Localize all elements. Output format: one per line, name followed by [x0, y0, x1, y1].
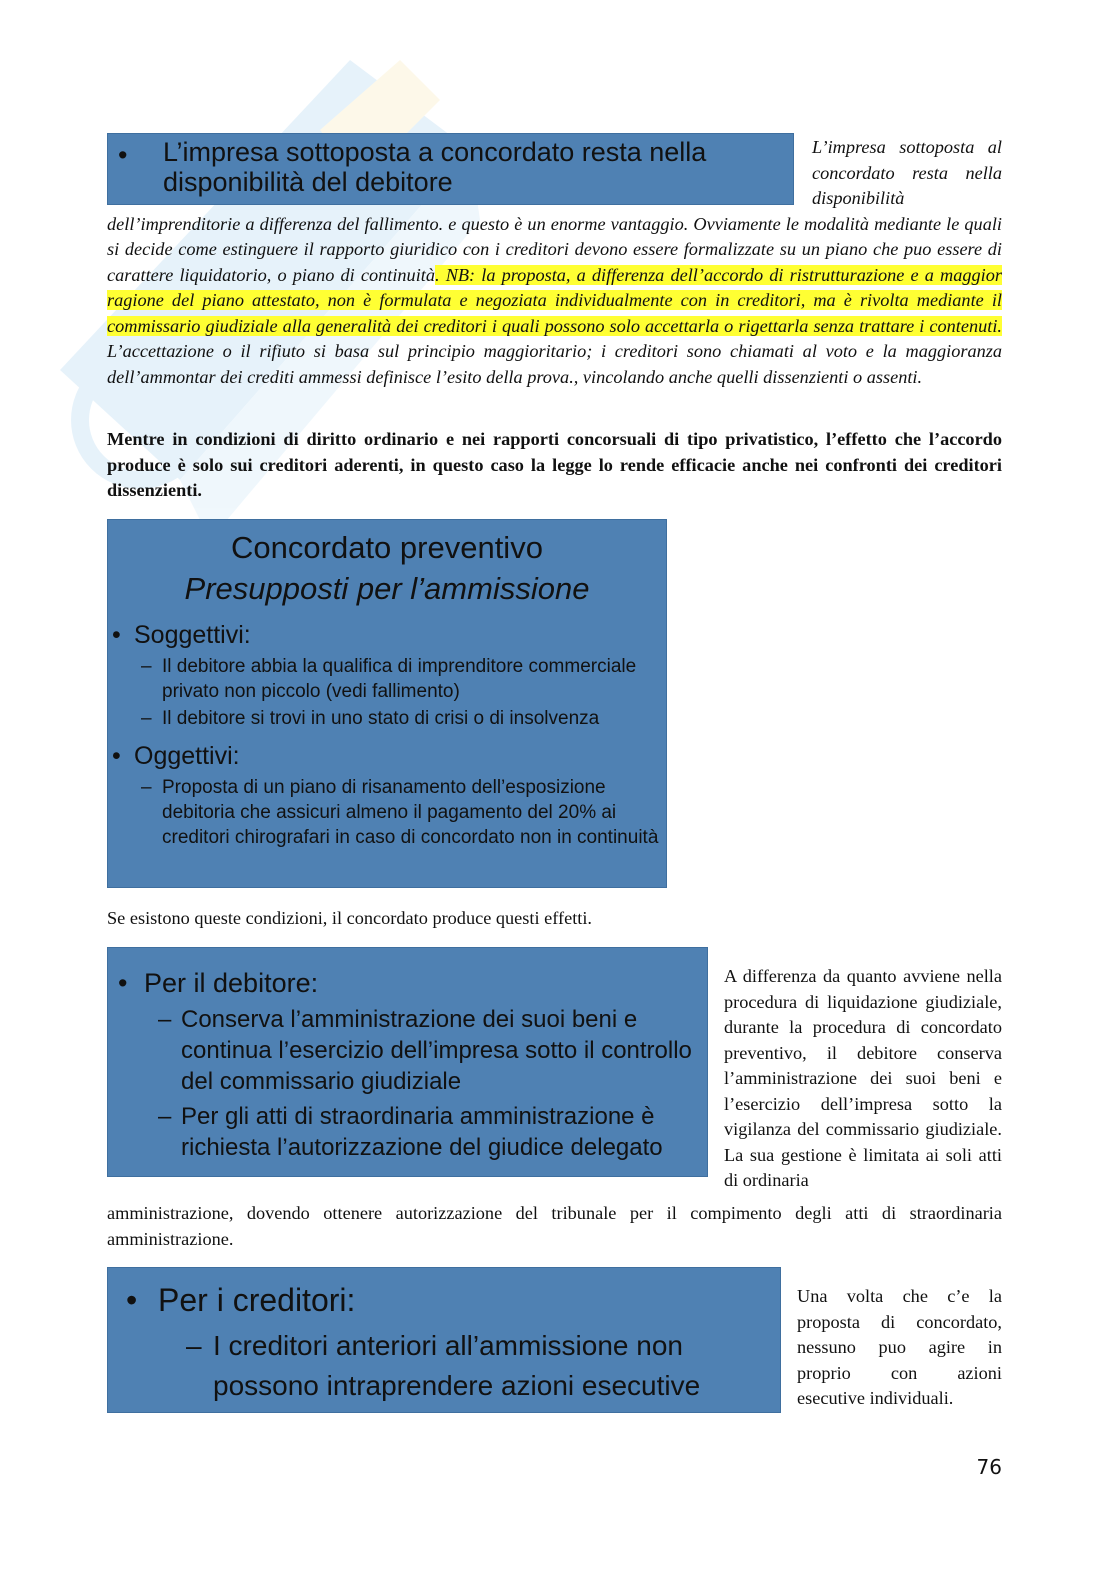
slide-heading: • Per il debitore: [118, 968, 319, 998]
section-heading: • Soggettivi: [112, 621, 251, 649]
paragraph-debitore-side: A differenza da quanto avviene nella procedura di liquidazione giudiziale, durante la procedura di concordato preventivo, il debitore conserva l’amministrazione dei suoi beni e l’esercizio dell’impresa sotto la vigilanza del commissario giudiziale. La sua gestione è limitata ai soli atti di ordinaria [724, 966, 1002, 1191]
page-number: 76 [976, 1455, 1002, 1479]
slide-heading: • Per i creditori: [126, 1282, 356, 1318]
intro-text-end: L’accettazione o il rifiuto si basa sul principio maggioritario; i creditori sono chiamati al voto e la maggioranza dell’ammontar dei crediti ammessi definisce l’esito della prova., vincolando anche quelli dissenzienti o assenti. [107, 341, 1002, 387]
slide-creditori [107, 1267, 781, 1413]
section-heading: • Oggettivi: [112, 742, 240, 770]
list-item: – Il debitore abbia la qualifica di imprenditore commerciale privato non piccolo (vedi fallimento) [141, 656, 637, 702]
slide-presupposti [107, 519, 667, 888]
slide-title: Concordato preventivo [231, 530, 543, 565]
list-item: – Conserva l’amministrazione dei suoi beni e continua l’esercizio dell’impresa sotto il controllo del commissario giudiziale [158, 1006, 692, 1095]
paragraph-creditori-side: Una volta che c’e la proposta di concordato, nessuno puo agire in proprio con azioni esecutive individuali. [797, 1286, 1002, 1409]
intro-text: L’impresa sottoposta al concordato resta nella disponibilità dell’imprenditorie a differenza del fallimento. e questo è un enorme vantaggio. Ovviamente le modalità mediante le quali si decide come estinguere il rapporto giuridico con i creditori devono essere formalizzate su un piano che puo essere di carattere liquidatorio, o piano di continuità [107, 137, 1002, 285]
slide-text: L’impresa sottoposta a concordato resta nella disponibilità del debitore [163, 137, 707, 197]
slide-subtitle: Presupposti per l’ammissione [184, 571, 590, 606]
highlighted-note: . NB: la proposta, a differenza dell’accordo di ristrutturazione e a maggior ragione del piano attestato, non è formulata e negoziata individualmente con in creditori, ma è rivolta mediante il commissario giudiziale alla generalità dei creditori i quali possono solo accettarla o rigettarla senza trattare i contenuti. [107, 264, 1002, 336]
paragraph-bold: Mentre in condizioni di diritto ordinario e nei rapporti concorsuali di tipo privatistico, l’effetto che l’accordo produce è solo sui creditori aderenti, in questo caso la legge lo rende efficacie anche nei confronti dei creditori dissenzienti. [107, 429, 1002, 500]
paragraph-debitore-rest: amministrazione, dovendo ottenere autorizzazione del tribunale per il compimento degli atti di straordinaria amministrazione. [107, 1203, 1002, 1249]
list-item: – Proposta di un piano di risanamento dell’esposizione debitoria che assicuri almeno il pagamento del 20% ai creditori chirografari in caso di concordato non in continuità [141, 777, 659, 848]
slide-impresa-disponibilita [107, 133, 794, 205]
list-item: – I creditori anteriori all’ammissione non possono intraprendere azioni esecutive [186, 1330, 701, 1401]
bullet: • [118, 140, 128, 170]
paragraph-effects: Se esistono queste condizioni, il concordato produce questi effetti. [107, 908, 593, 928]
slide-debitore [107, 947, 708, 1177]
list-item: – Il debitore si trovi in uno stato di crisi o di insolvenza [141, 708, 600, 729]
list-item: – Per gli atti di straordinaria amministrazione è richiesta l’autorizzazione del giudice delegato [158, 1103, 663, 1161]
